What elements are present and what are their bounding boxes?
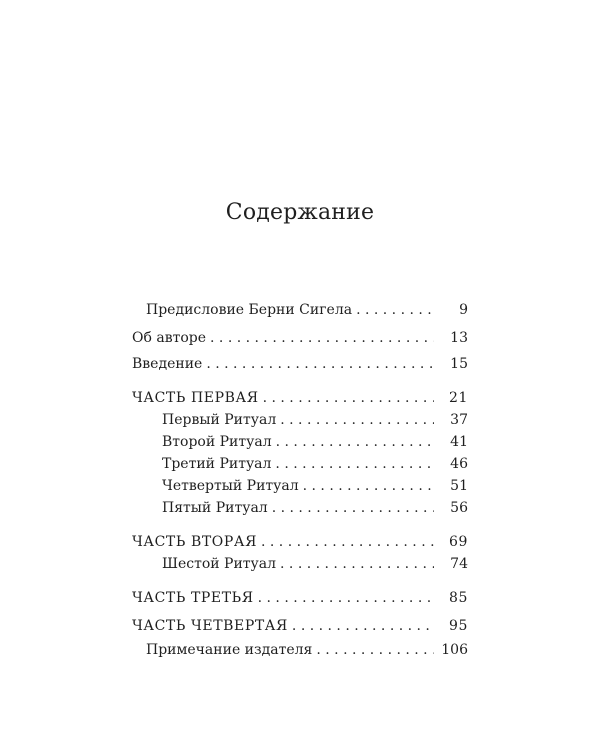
- dot-leader: [210, 328, 434, 348]
- dot-leader: [261, 532, 434, 552]
- toc-entry-publisher-note: [146, 640, 468, 660]
- toc-entry-label: Пятый Ритуал: [162, 500, 268, 516]
- toc-entry-page: 37: [450, 412, 468, 428]
- toc-entry-first-ritual: [162, 410, 468, 430]
- toc-entry-introduction: [132, 354, 468, 374]
- toc-entry-page: 9: [459, 302, 468, 318]
- dot-leader: [206, 354, 434, 374]
- toc-entry-label: ЧАСТЬ ЧЕТВЕРТАЯ: [132, 618, 288, 634]
- toc-entry-label: Первый Ритуал: [162, 412, 277, 428]
- toc-entry-part-three: [132, 588, 468, 608]
- dot-leader: [280, 410, 434, 430]
- toc-entry-third-ritual: [162, 454, 468, 474]
- dot-leader: [272, 498, 434, 518]
- dot-leader: [356, 300, 434, 320]
- toc-entry-label: Второй Ритуал: [162, 434, 272, 450]
- dot-leader: [280, 554, 434, 574]
- toc-entry-page: 41: [450, 434, 468, 450]
- toc-entry-page: 74: [450, 556, 468, 572]
- toc-entry-fifth-ritual: [162, 498, 468, 518]
- toc-entry-page: 56: [450, 500, 468, 516]
- toc-entry-page: 21: [448, 390, 468, 406]
- toc-entry-label: Третий Ритуал: [162, 456, 272, 472]
- toc-entry-label: Введение: [132, 356, 203, 372]
- page-title: Содержание: [225, 200, 375, 225]
- dot-leader: [316, 640, 434, 660]
- toc-entry-label: Четвертый Ритуал: [162, 478, 299, 494]
- toc-entry-label: ЧАСТЬ ПЕРВАЯ: [132, 390, 259, 406]
- toc-entry-page: 85: [448, 590, 468, 606]
- toc-entry-part-four: [132, 616, 468, 636]
- toc-entry-part-two: [132, 532, 468, 552]
- dot-leader: [258, 588, 434, 608]
- toc-entry-label: Примечание издателя: [146, 642, 313, 658]
- toc-entry-label: Об авторе: [132, 330, 207, 346]
- toc-entry-page: 106: [441, 642, 468, 658]
- toc-entry-sixth-ritual: [162, 554, 468, 574]
- toc-entry-foreword: [146, 300, 468, 320]
- toc-entry-label: ЧАСТЬ ТРЕТЬЯ: [132, 590, 254, 606]
- dot-leader: [303, 476, 434, 496]
- dot-leader: [263, 388, 434, 408]
- toc-entry-page: 51: [450, 478, 468, 494]
- toc-entry-second-ritual: [162, 432, 468, 452]
- toc-entry-fourth-ritual: [162, 476, 468, 496]
- dot-leader: [276, 432, 434, 452]
- toc-entry-label: ЧАСТЬ ВТОРАЯ: [132, 534, 257, 550]
- toc-entry-page: 95: [448, 618, 468, 634]
- toc-entry-page: 15: [450, 356, 468, 372]
- dot-leader: [275, 454, 434, 474]
- toc-entry-label: Предисловие Берни Сигела: [146, 302, 353, 318]
- toc-entry-page: 69: [448, 534, 468, 550]
- toc-entry-part-one: [132, 388, 468, 408]
- toc-entry-label: Шестой Ритуал: [162, 556, 277, 572]
- toc-entry-page: 13: [450, 330, 468, 346]
- toc-entry-about-author: [132, 328, 468, 348]
- dot-leader: [292, 616, 434, 636]
- toc-entry-page: 46: [450, 456, 468, 472]
